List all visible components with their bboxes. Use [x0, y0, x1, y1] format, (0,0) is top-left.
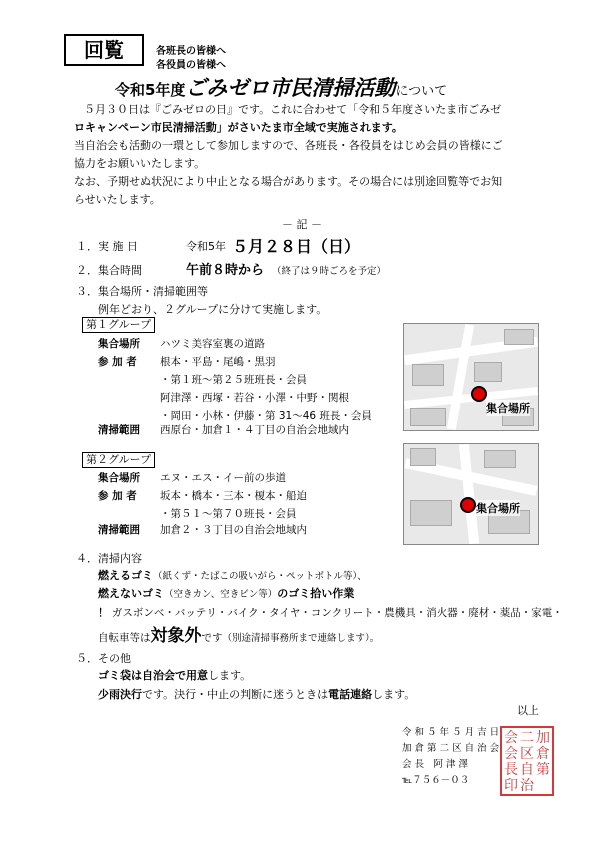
intro-line-6: らせいたします。 [74, 193, 161, 206]
exclamation-icon: ！ [98, 607, 109, 619]
group1-member-label: 参 加 者 [98, 356, 137, 368]
item2-time: 午前８時から [186, 263, 265, 278]
item1-pre: 令和5年 [186, 240, 226, 253]
group1-members-3: 阿津澤・西塚・若谷・小澤・中野・関根 [160, 392, 349, 404]
group1-area-label: 清掃範囲 [98, 424, 140, 436]
group2-place-label: 集合場所 [98, 472, 140, 484]
item2-label: 集合時間 [98, 264, 142, 277]
group1-area: 西原台・加倉１・４丁目の自治会地域内 [160, 424, 349, 436]
group1-members-4: ・岡田・小林・伊藤・第 31～46 班長・会員 [160, 410, 372, 422]
footer-org: 加 倉 第 二 区 自 治 会 [402, 743, 500, 754]
group1-map-marker-icon [471, 386, 487, 402]
nonburnable-note: （空きカン、空きビン等） [164, 589, 278, 600]
page-title [115, 72, 447, 102]
exclusion-note: （別途清掃事務所まで連絡します）。 [222, 633, 380, 644]
item1-label: 実 施 日 [98, 240, 138, 253]
title-main: ごみゼロ市民清掃活動 [185, 76, 396, 100]
intro-line-1: ５月３０日は『ごみゼロの日』です。これに合わせて「令和５年度さいたま市ごみゼ [84, 103, 502, 116]
item5-num: ５． [76, 652, 98, 665]
group1-place-label: 集合場所 [98, 338, 140, 350]
burnable-note: （紙くず・たばこの吸いがら・ペットボトル等）、 [153, 571, 367, 582]
group1-title: 第１グループ [82, 317, 155, 333]
addressee-line-1: 各班長の皆様へ [156, 46, 226, 57]
footer-chair: 会 長 阿 津 澤 [402, 759, 478, 770]
burnable-label: 燃えるゴミ [98, 569, 153, 582]
bag-bold: ゴミ袋は自治会で用意 [98, 669, 208, 682]
title-suffix: について [395, 84, 448, 99]
pickup-text: のゴミ拾い作業 [277, 587, 355, 600]
group2-area-label: 清掃範囲 [98, 524, 140, 536]
item4-burnable [98, 567, 367, 583]
item4-nonburnable [98, 585, 354, 601]
group2-members-1: 坂本・橋本・三本・榎本・船迫 [160, 490, 307, 502]
group2-place: エヌ・エス・イー前の歩道 [160, 472, 286, 484]
exclusion-post: です [201, 632, 223, 644]
footer-tel: ℡７５６－０３ [402, 775, 470, 786]
rain-bold-2: 電話連絡 [328, 688, 373, 701]
group1-members-2: ・第１班～第２５班班長・会員 [160, 374, 307, 386]
group1-place: ハツミ美容室裏の道路 [160, 338, 265, 350]
group2-members-2: ・第５１～第７０班長・会員 [160, 508, 297, 520]
item5-bag [98, 667, 251, 683]
item3-label: 集合場所・清掃範囲等 [98, 285, 208, 298]
item4-exclusion-line2 [98, 621, 379, 646]
group2-map-marker-icon [460, 497, 476, 513]
exclusion-big: 対象外 [150, 626, 202, 646]
item5-rain [98, 686, 415, 702]
item3-sub: 例年どおり、２グループに分けて実施します。 [98, 303, 328, 316]
rain-post: します。 [372, 688, 416, 701]
intro-line-3: 当自治会も活動の一環として参加しますので、各班長・各役員をはじめ会員の皆様にご [74, 139, 503, 152]
group1-map-label: 集合場所 [486, 402, 530, 415]
group2-area: 加倉２・３丁目の自治会地域内 [160, 524, 307, 536]
item3-num: ３． [76, 285, 98, 298]
item1-num: １． [76, 240, 98, 253]
kairan-box: 回覧 [64, 34, 144, 66]
group1-map [403, 323, 539, 431]
official-seal: 加 倉 第 二 区 自 治 会 会 長 印 [500, 726, 554, 796]
intro-line-5: なお、予期せぬ状況により中止となる場合があります。その場合には別途回覧等でお知 [74, 175, 503, 188]
exclusion-list: ガスボンベ・バッテリ・バイク・タイヤ・コンクリート・農機具・消火器・廃材・薬品・家電・ [111, 607, 563, 619]
item4-num: ４． [76, 552, 98, 565]
item2-num: ２． [76, 264, 98, 277]
intro-line-2: ロキャンペーン市民清掃活動」がさいたま市全域で実施されます。 [74, 121, 403, 134]
title-prefix: 令和5年度 [115, 81, 186, 99]
ki-heading: － 記 － [282, 218, 322, 231]
exclusion-pre: 自転車等は [98, 632, 151, 644]
group2-map-label: 集合場所 [476, 502, 520, 515]
item5-label: その他 [98, 652, 131, 665]
group2-map [403, 443, 539, 545]
nonburnable-label: 燃えないゴミ [98, 587, 164, 600]
item4-exclusion-line1 [98, 605, 563, 620]
bag-post: します。 [208, 669, 252, 682]
intro-line-4: 協力をお願いいたします。 [74, 157, 206, 170]
footer-date: 令 和 ５ 年 ５ 月 吉 日 [402, 727, 500, 738]
ijou: 以上 [517, 704, 539, 717]
group2-member-label: 参 加 者 [98, 490, 137, 502]
group2-title: 第２グループ [82, 452, 155, 468]
item1-date: ５月２８日（日） [232, 237, 361, 256]
item2-note: （終了は９時ごろを予定） [272, 266, 387, 277]
rain-mid: です。決行・中止の判断に迷うときは [142, 688, 329, 701]
rain-bold: 少雨決行 [98, 688, 142, 701]
group1-members-1: 根本・平島・尾嶋・黒羽 [160, 356, 276, 368]
addressee-line-2: 各役員の皆様へ [156, 60, 226, 71]
item4-label: 清掃内容 [98, 552, 142, 565]
